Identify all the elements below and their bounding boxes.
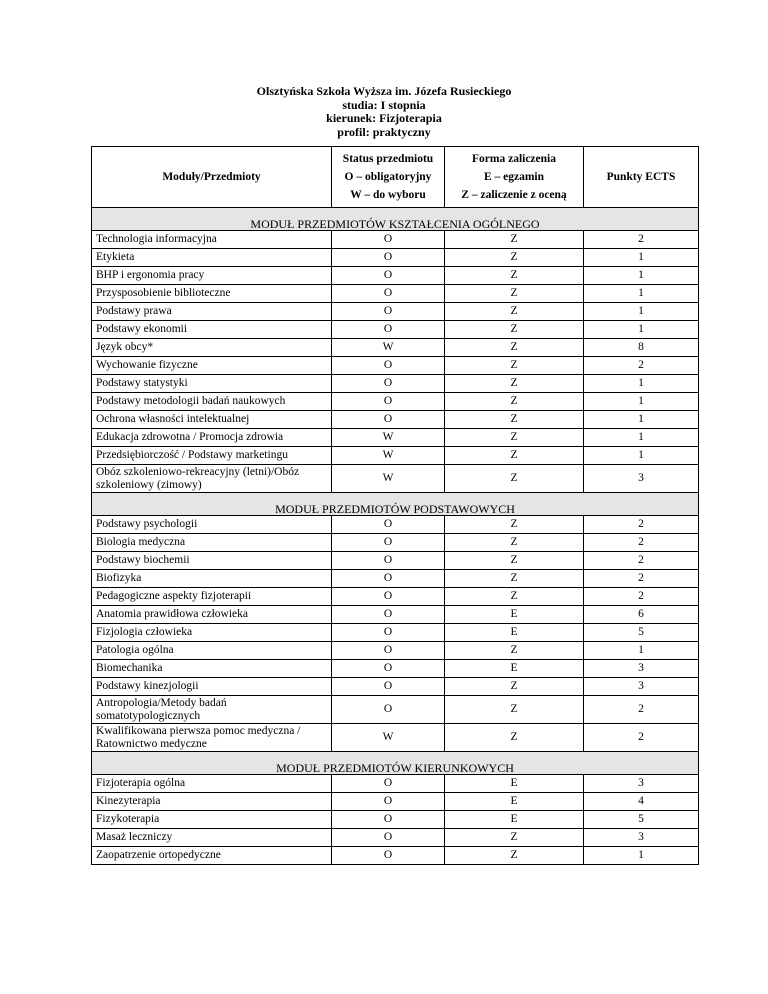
ects-cell: 2 xyxy=(584,552,699,570)
form-cell: Z xyxy=(445,231,584,249)
subject-name: Podstawy prawa xyxy=(92,303,332,321)
form-cell: E xyxy=(445,775,584,793)
table-body xyxy=(92,208,699,865)
subject-name: Patologia ogólna xyxy=(92,642,332,660)
form-cell: Z xyxy=(445,303,584,321)
subject-name: Fizjologia człowieka xyxy=(92,624,332,642)
column-header-ects: Punkty ECTS xyxy=(584,147,699,208)
column-header-form xyxy=(445,147,584,208)
table-row xyxy=(92,375,699,393)
status-cell: O xyxy=(332,793,445,811)
subject-name: Masaż leczniczy xyxy=(92,829,332,847)
status-cell: O xyxy=(332,696,445,724)
status-cell: O xyxy=(332,660,445,678)
form-cell: Z xyxy=(445,516,584,534)
status-cell: W xyxy=(332,429,445,447)
ects-cell: 1 xyxy=(584,285,699,303)
form-cell: Z xyxy=(445,534,584,552)
module-header-row xyxy=(92,208,699,231)
ects-cell: 8 xyxy=(584,339,699,357)
table-row xyxy=(92,447,699,465)
ects-cell: 2 xyxy=(584,231,699,249)
ects-cell: 6 xyxy=(584,606,699,624)
table-row xyxy=(92,678,699,696)
status-cell: O xyxy=(332,570,445,588)
subject-name: Etykieta xyxy=(92,249,332,267)
status-cell: O xyxy=(332,624,445,642)
table-row xyxy=(92,339,699,357)
ects-cell: 2 xyxy=(584,570,699,588)
form-cell: Z xyxy=(445,249,584,267)
form-cell: E xyxy=(445,660,584,678)
form-cell: Z xyxy=(445,321,584,339)
table-row xyxy=(92,267,699,285)
table-row xyxy=(92,660,699,678)
form-header-line: E – egzamin xyxy=(483,171,545,183)
form-cell: Z xyxy=(445,552,584,570)
subject-name: Język obcy* xyxy=(92,339,332,357)
subject-name: Przysposobienie biblioteczne xyxy=(92,285,332,303)
table-row xyxy=(92,793,699,811)
ects-cell: 1 xyxy=(584,429,699,447)
ects-cell: 1 xyxy=(584,642,699,660)
table-row xyxy=(92,465,699,493)
status-cell: O xyxy=(332,285,445,303)
ects-cell: 5 xyxy=(584,624,699,642)
form-cell: Z xyxy=(445,570,584,588)
table-row xyxy=(92,516,699,534)
module-header-row xyxy=(92,752,699,775)
form-cell: E xyxy=(445,606,584,624)
subject-name: Technologia informacyjna xyxy=(92,231,332,249)
form-header-line: Forma zaliczenia xyxy=(472,153,556,165)
school-name: Olsztyńska Szkoła Wyższa im. Józefa Rusieckiego xyxy=(256,84,512,98)
subject-name: Pedagogiczne aspekty fizjoterapii xyxy=(92,588,332,606)
status-cell: O xyxy=(332,249,445,267)
ects-cell: 1 xyxy=(584,267,699,285)
status-header-line: W – do wyboru xyxy=(350,189,426,201)
form-cell: Z xyxy=(445,847,584,865)
ects-cell: 3 xyxy=(584,775,699,793)
subject-name: Anatomia prawidłowa człowieka xyxy=(92,606,332,624)
status-cell: W xyxy=(332,465,445,493)
subject-name: Zaopatrzenie ortopedyczne xyxy=(92,847,332,865)
status-cell: O xyxy=(332,606,445,624)
ects-cell: 1 xyxy=(584,303,699,321)
table-row xyxy=(92,724,699,752)
subject-name: Fizjoterapia ogólna xyxy=(92,775,332,793)
form-cell: Z xyxy=(445,678,584,696)
ects-cell: 3 xyxy=(584,660,699,678)
table-header-row xyxy=(92,147,699,208)
status-cell: O xyxy=(332,775,445,793)
curriculum-table xyxy=(91,146,699,865)
status-cell: W xyxy=(332,447,445,465)
subject-name: Przedsiębiorczość / Podstawy marketingu xyxy=(92,447,332,465)
status-header-line: Status przedmiotu xyxy=(342,153,434,165)
status-cell: O xyxy=(332,552,445,570)
form-cell: E xyxy=(445,624,584,642)
table-row xyxy=(92,606,699,624)
form-cell: Z xyxy=(445,724,584,752)
form-cell: Z xyxy=(445,267,584,285)
table-row xyxy=(92,321,699,339)
status-cell: O xyxy=(332,516,445,534)
table-row xyxy=(92,624,699,642)
subject-name: Podstawy biochemii xyxy=(92,552,332,570)
ects-cell: 2 xyxy=(584,534,699,552)
table-row xyxy=(92,642,699,660)
subject-name: Kinezyterapia xyxy=(92,793,332,811)
module-title: MODUŁ PRZEDMIOTÓW KSZTAŁCENIA OGÓLNEGO xyxy=(92,208,699,231)
form-cell: Z xyxy=(445,588,584,606)
table-row xyxy=(92,811,699,829)
subject-name: Fizykoterapia xyxy=(92,811,332,829)
ects-cell: 1 xyxy=(584,249,699,267)
status-cell: O xyxy=(332,588,445,606)
table-row xyxy=(92,249,699,267)
subject-name: Podstawy kinezjologii xyxy=(92,678,332,696)
ects-cell: 3 xyxy=(584,465,699,493)
form-cell: Z xyxy=(445,429,584,447)
table-row xyxy=(92,696,699,724)
module-header-row xyxy=(92,493,699,516)
column-header-status xyxy=(332,147,445,208)
form-cell: Z xyxy=(445,339,584,357)
status-cell: O xyxy=(332,375,445,393)
ects-cell: 2 xyxy=(584,588,699,606)
study-level: studia: I stopnia xyxy=(342,97,426,112)
status-cell: O xyxy=(332,829,445,847)
table-row xyxy=(92,231,699,249)
table-row xyxy=(92,429,699,447)
status-cell: O xyxy=(332,678,445,696)
subject-name: Edukacja zdrowotna / Promocja zdrowia xyxy=(92,429,332,447)
table-row xyxy=(92,570,699,588)
form-cell: Z xyxy=(445,696,584,724)
status-cell: O xyxy=(332,303,445,321)
table-row xyxy=(92,847,699,865)
table-row xyxy=(92,411,699,429)
ects-cell: 2 xyxy=(584,724,699,752)
ects-cell: 2 xyxy=(584,696,699,724)
module-title: MODUŁ PRZEDMIOTÓW PODSTAWOWYCH xyxy=(92,493,699,516)
form-cell: E xyxy=(445,793,584,811)
table-row xyxy=(92,552,699,570)
ects-cell: 1 xyxy=(584,447,699,465)
field-of-study: kierunek: Fizjoterapia xyxy=(326,111,442,125)
table-row xyxy=(92,775,699,793)
ects-cell: 4 xyxy=(584,793,699,811)
document-header xyxy=(0,85,768,139)
form-cell: Z xyxy=(445,375,584,393)
form-cell: Z xyxy=(445,393,584,411)
form-cell: Z xyxy=(445,357,584,375)
form-cell: Z xyxy=(445,642,584,660)
subject-name: Kwalifikowana pierwsza pomoc medyczna / Ratownictwo medyczne xyxy=(92,724,332,752)
subject-name: Podstawy statystyki xyxy=(92,375,332,393)
table-row xyxy=(92,357,699,375)
status-cell: O xyxy=(332,642,445,660)
column-header-modules: Moduły/Przedmioty xyxy=(92,147,332,208)
status-cell: O xyxy=(332,534,445,552)
ects-cell: 1 xyxy=(584,393,699,411)
status-cell: O xyxy=(332,231,445,249)
ects-cell: 3 xyxy=(584,829,699,847)
form-header-line: Z – zaliczenie z oceną xyxy=(461,189,567,201)
status-cell: W xyxy=(332,724,445,752)
ects-cell: 5 xyxy=(584,811,699,829)
form-cell: Z xyxy=(445,285,584,303)
subject-name: Biofizyka xyxy=(92,570,332,588)
ects-cell: 1 xyxy=(584,847,699,865)
subject-name: BHP i ergonomia pracy xyxy=(92,267,332,285)
subject-name: Podstawy metodologii badań naukowych xyxy=(92,393,332,411)
status-cell: O xyxy=(332,811,445,829)
form-cell: E xyxy=(445,811,584,829)
status-cell: O xyxy=(332,321,445,339)
module-title: MODUŁ PRZEDMIOTÓW KIERUNKOWYCH xyxy=(92,752,699,775)
subject-name: Obóz szkoleniowo-rekreacyjny (letni)/Obóz szkoleniowy (zimowy) xyxy=(92,465,332,493)
ects-cell: 3 xyxy=(584,678,699,696)
form-cell: Z xyxy=(445,829,584,847)
table-row xyxy=(92,534,699,552)
ects-cell: 1 xyxy=(584,375,699,393)
ects-cell: 2 xyxy=(584,516,699,534)
form-cell: Z xyxy=(445,411,584,429)
status-cell: O xyxy=(332,357,445,375)
subject-name: Biomechanika xyxy=(92,660,332,678)
form-cell: Z xyxy=(445,465,584,493)
status-cell: O xyxy=(332,411,445,429)
table-row xyxy=(92,393,699,411)
table-row xyxy=(92,588,699,606)
table-row xyxy=(92,829,699,847)
subject-name: Podstawy ekonomii xyxy=(92,321,332,339)
status-cell: O xyxy=(332,847,445,865)
ects-cell: 1 xyxy=(584,411,699,429)
status-header-line: O – obligatoryjny xyxy=(344,171,432,183)
status-cell: O xyxy=(332,393,445,411)
table-row xyxy=(92,285,699,303)
ects-cell: 2 xyxy=(584,357,699,375)
subject-name: Antropologia/Metody badań somatotypologicznych xyxy=(92,696,332,724)
form-cell: Z xyxy=(445,447,584,465)
study-profile: profil: praktyczny xyxy=(337,124,431,139)
subject-name: Podstawy psychologii xyxy=(92,516,332,534)
status-cell: O xyxy=(332,267,445,285)
subject-name: Ochrona własności intelektualnej xyxy=(92,411,332,429)
ects-cell: 1 xyxy=(584,321,699,339)
subject-name: Biologia medyczna xyxy=(92,534,332,552)
status-cell: W xyxy=(332,339,445,357)
subject-name: Wychowanie fizyczne xyxy=(92,357,332,375)
table-row xyxy=(92,303,699,321)
